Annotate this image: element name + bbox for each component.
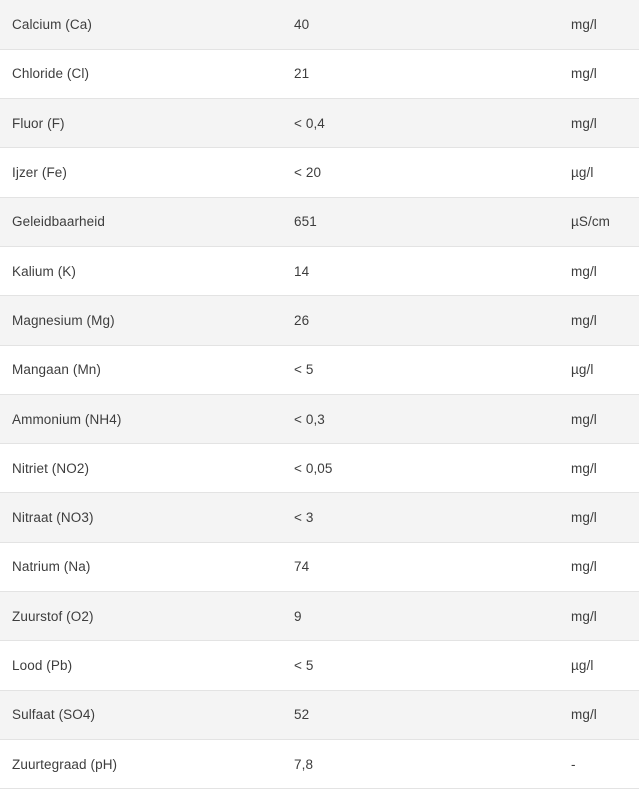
cell-value: 651 [282,197,559,246]
cell-parameter: Calcium (Ca) [0,0,282,49]
table-row [0,493,639,542]
cell-unit: - [559,739,639,788]
table-row [0,246,639,295]
cell-unit: mg/l [559,542,639,591]
cell-value: < 20 [282,148,559,197]
cell-unit: mg/l [559,296,639,345]
cell-unit: mg/l [559,493,639,542]
cell-value: 74 [282,542,559,591]
cell-parameter: Kalium (K) [0,246,282,295]
cell-unit: mg/l [559,49,639,98]
table-row [0,345,639,394]
table-row [0,394,639,443]
cell-value: 9 [282,592,559,641]
cell-value: < 5 [282,345,559,394]
cell-parameter: Ammonium (NH4) [0,394,282,443]
cell-value: < 5 [282,641,559,690]
cell-parameter: Nitraat (NO3) [0,493,282,542]
cell-value: < 0,3 [282,394,559,443]
cell-parameter: Nitriet (NO2) [0,444,282,493]
table-row [0,197,639,246]
cell-value: < 0,4 [282,99,559,148]
table-row [0,148,639,197]
table-row [0,542,639,591]
table-row [0,690,639,739]
cell-parameter: Geleidbaarheid [0,197,282,246]
cell-parameter: Sulfaat (SO4) [0,690,282,739]
table-row [0,0,639,49]
cell-parameter: Natrium (Na) [0,542,282,591]
cell-unit: mg/l [559,690,639,739]
cell-unit: µg/l [559,148,639,197]
cell-value: 26 [282,296,559,345]
cell-parameter: Zuurstof (O2) [0,592,282,641]
cell-value: < 3 [282,493,559,542]
cell-unit: mg/l [559,99,639,148]
cell-value: 52 [282,690,559,739]
cell-value: 7,8 [282,739,559,788]
cell-parameter: Chloride (Cl) [0,49,282,98]
table-row [0,739,639,788]
cell-parameter: Fluor (F) [0,99,282,148]
cell-parameter: Ijzer (Fe) [0,148,282,197]
cell-unit: µg/l [559,345,639,394]
table-row [0,296,639,345]
table-row [0,641,639,690]
cell-unit: mg/l [559,0,639,49]
table-row [0,444,639,493]
cell-unit: mg/l [559,394,639,443]
cell-unit: mg/l [559,444,639,493]
cell-value: 21 [282,49,559,98]
cell-parameter: Magnesium (Mg) [0,296,282,345]
cell-parameter: Lood (Pb) [0,641,282,690]
cell-value: 14 [282,246,559,295]
cell-unit: µS/cm [559,197,639,246]
cell-unit: µg/l [559,641,639,690]
cell-unit: mg/l [559,246,639,295]
cell-value: 40 [282,0,559,49]
cell-parameter: Zuurtegraad (pH) [0,739,282,788]
cell-unit: mg/l [559,592,639,641]
cell-parameter: Mangaan (Mn) [0,345,282,394]
cell-value: < 0,05 [282,444,559,493]
table-row [0,49,639,98]
table-row [0,99,639,148]
table-row [0,592,639,641]
